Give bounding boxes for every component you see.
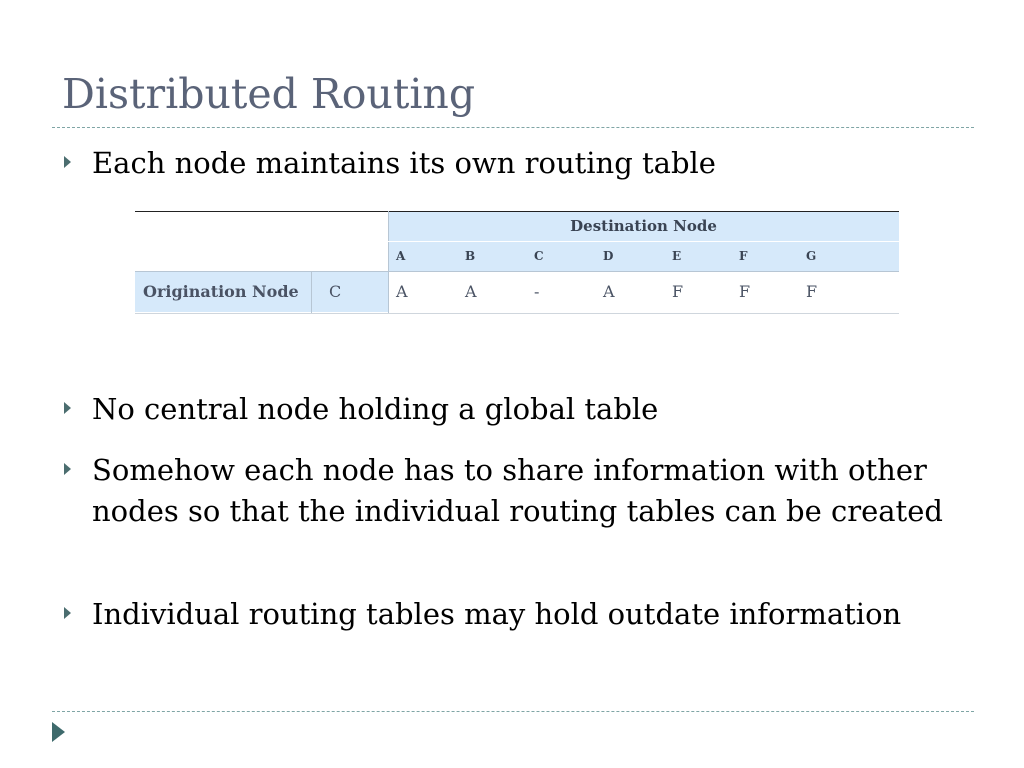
column-header: C <box>526 241 595 271</box>
table-cell: F <box>739 282 751 301</box>
column-header: A <box>388 241 457 271</box>
column-header: G <box>798 241 899 271</box>
footer-divider <box>52 711 974 712</box>
table-top-border <box>135 211 899 212</box>
bullet-text: Each node maintains its own routing table <box>92 146 716 180</box>
bullet-text: No central node holding a global table <box>92 392 659 426</box>
title-divider <box>52 127 974 128</box>
table-row-divider <box>388 241 899 242</box>
column-header: D <box>595 241 664 271</box>
table-cell: A <box>396 282 408 301</box>
triangle-right-icon <box>52 722 65 742</box>
table-bottom-border <box>135 313 899 314</box>
table-cell: F <box>672 282 684 301</box>
table-cell: F <box>806 282 818 301</box>
table-cell: A <box>603 282 615 301</box>
bullet-text: Individual routing tables may hold outdate information <box>92 597 902 631</box>
bullet-triangle-icon <box>64 463 71 475</box>
slide-title: Distributed Routing <box>62 70 476 118</box>
origination-node-value: C <box>311 271 388 312</box>
destination-node-header: Destination Node <box>388 211 899 241</box>
table-row-divider <box>135 271 899 272</box>
table-cell: A <box>465 282 477 301</box>
table-column-divider <box>311 271 312 313</box>
bullet-triangle-icon <box>64 607 71 619</box>
table-column-divider <box>388 211 389 313</box>
bullet-triangle-icon <box>64 156 71 168</box>
routing-table <box>135 211 899 312</box>
column-header: F <box>731 241 798 271</box>
bullet-text: Somehow each node has to share information with other nodes so that the individual routing tables can be created <box>92 453 943 528</box>
bullet-triangle-icon <box>64 402 71 414</box>
origination-node-label: Origination Node <box>135 271 311 312</box>
table-corner-cell <box>135 211 388 241</box>
column-header: E <box>664 241 731 271</box>
table-corner-cell <box>135 241 388 271</box>
column-header: B <box>457 241 526 271</box>
table-cell: - <box>534 282 540 301</box>
